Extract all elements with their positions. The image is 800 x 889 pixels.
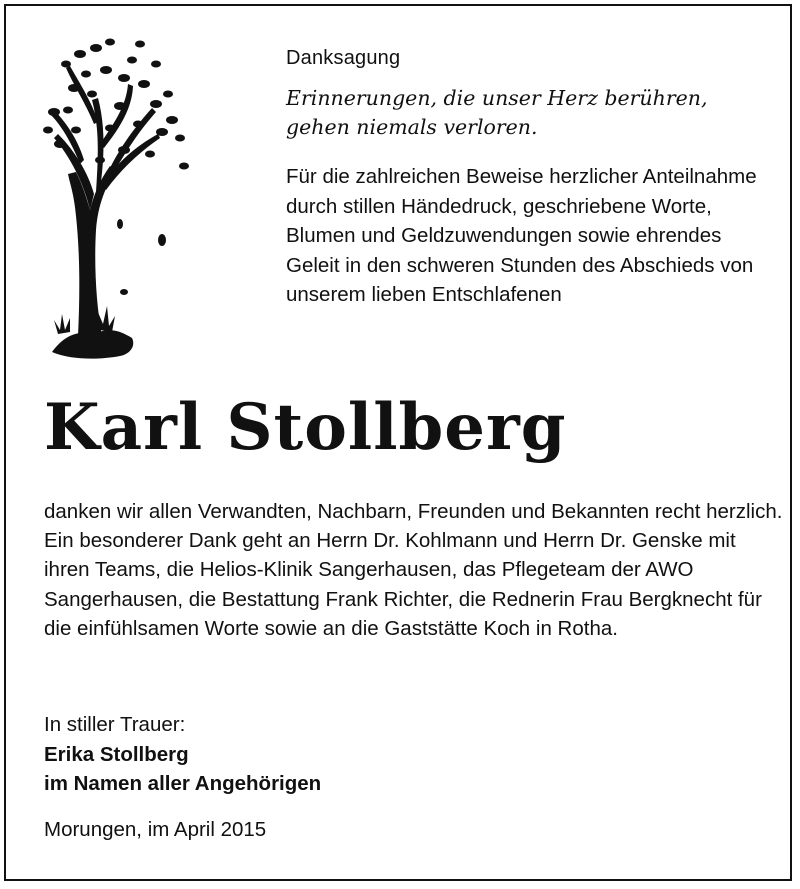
signoff-block <box>44 710 644 799</box>
motto-line-1: Erinnerungen, die unser Herz berühren, <box>286 86 708 110</box>
intro-block <box>286 44 766 310</box>
place-date: Morungen, im April 2015 <box>44 818 267 841</box>
motto-line-2: gehen niemals verloren. <box>286 115 538 139</box>
deceased-name: Karl Stollberg <box>44 390 567 465</box>
intro-paragraph: Für die zahlreichen Beweise herzlicher Anteilnahme durch stillen Händedruck, geschriebene Worte, Blumen und Geldzuwendungen sowie ehrendes Geleit in den schweren Stunden des Abschieds von unserem lieben Entschlafenen <box>286 165 757 306</box>
mourning-label: In stiller Trauer: <box>44 713 186 736</box>
signer-name: Erika Stollberg <box>44 742 189 766</box>
thanks-block <box>44 497 784 643</box>
motto-quote <box>286 84 766 142</box>
thanks-paragraph-1: danken wir allen Verwandten, Nachbarn, Freunden und Bekannten recht herzlich. <box>44 500 783 523</box>
signer-on-behalf: im Namen aller Angehörigen <box>44 772 322 795</box>
tree-silhouette-icon <box>40 34 200 364</box>
notice-heading: Danksagung <box>286 47 401 69</box>
thanks-paragraph-2: Ein besonderer Dank geht an Herrn Dr. Kohlmann und Herrn Dr. Genske mit ihren Teams, die Helios-Klinik Sangerhausen, das Pflegeteam der AWO Sangerhausen, die Bestattung Frank Richter, die Rednerin Frau Bergknecht für die einfühlsamen Worte sowie an die Gaststätte Koch in Rotha. <box>44 529 762 640</box>
